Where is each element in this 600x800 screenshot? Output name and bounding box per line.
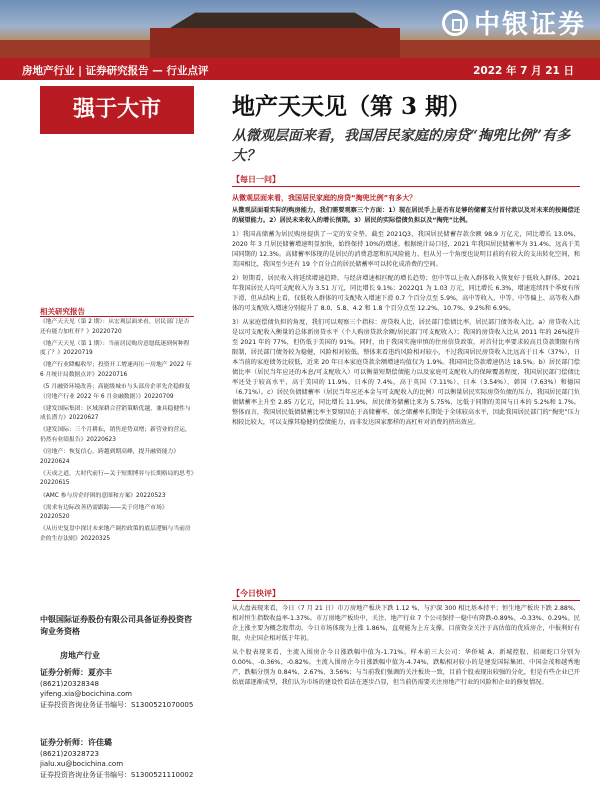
main-body	[232, 206, 580, 586]
related-reports-list	[40, 318, 194, 547]
related-report-link[interactable]: 《地产天天见（第 1 期）：当前居民购房意愿低迷到何种程度了？》20220719	[40, 340, 190, 357]
analyst-email[interactable]: jialu.xu@bocichina.com	[40, 760, 124, 768]
header-banner	[0, 0, 600, 58]
related-report-link[interactable]: 《地产天天见（第 2 期）：从宏观层面来看，居民部门是否还有能力加杠杆？》20220720	[40, 319, 190, 335]
paragraph: 从大盘表现来看，今日（7 月 21 日）市万房地产板块下跌 1.12 %，与沪深 300 相比基本持平；恒生地产板块下跌 2.88%，相对恒生指数收益率-1.37%。市万房地产板块中，关注、地产行业 7 个公司保持一稳中有降跌-0.89%、-0.33%、0.29%。民企上涨主要为概念股带动。今日市场体现为上涨 1.86%，直观能为上方支撑，目前资金关注于高估值的优质房企，中报利好有限，央企国企相对低于年初。	[232, 605, 580, 642]
paragraph: 3）从家庭偿债负担的角度，我们可以观察三个指标：房贷收入比，居民部门偿债比率，居民部门债务收入比。a）房贷收入比是以可支配收入衡量的总体新房贷水平（个人购房贷款余额/居民部门可支配收入）；我国的房贷收入比从 2011 年的 26%提升至 2021 年的 77%，但仍低于美国的 91%。同时，由于我国实施审慎的住房信贷政策，对首付比率要求较高且贷款期限有所限制，居民部门债务较为稳健，风险相对较低。整体来看违约风险相对较小，不过我国居民房贷收入比远高于日本（37%），日本当前的家庭债务比较低，近来 20 年日本家庭贷款余额增速均值仅为 1.9%。我国同比贷款增速仍达 18.5%。b）居民部门偿债比率（居民当年应还的本息/可支配收入）可以衡量短期偿债能力以及家庭可支配收入的保障覆盖程度，我国居民部门偿债比率还处于较高水平，高于美国的 11.9%、日本的 7.4%，高于英国（7.11%）、日本（3.54%）、韩国（7.63%）和德国（6.71%）。c）居民负债储蓄率（居民当年应还本金与可支配收入的比例）可以衡量居民实际房贷负债的压力，我国居民部门负债储蓄率上升至 2.85 万亿元，同比增长 11.9%，居民债务储蓄比来为 5.75%，远低于同期的美国与日本的 5.2%和 1.7%。整体而言，我国居民低债储蓄比率主要原因在于高储蓄率，加之储蓄率长期处于全球较高水平，因此我国居民部门的“掏兜”压力相较比较大，可以支撑其稳健的偿债能力，而非发达国家那样的高杠杆对消费的挤出效应。	[232, 319, 580, 426]
related-report-link[interactable]: 《AMC 参与房企纾困的意图和方案》20220523	[40, 492, 166, 499]
analyst-name: 证券分析师：夏亦丰	[40, 668, 112, 677]
section-tag-question: 【每日一问】	[232, 175, 280, 184]
related-report-link[interactable]: 《从历史复盘中探讨未来地产调控政策的底层逻辑与当前房企的生存法则》20220325	[40, 526, 191, 542]
question-line: 从微观层面来看，我国居民家庭的房贷“掏兜比例”有多大？	[232, 194, 417, 202]
related-divider	[40, 316, 194, 317]
industry-label: 房地产行业	[60, 651, 100, 660]
banner-gate	[150, 28, 400, 58]
brand-logo	[442, 4, 586, 41]
analyst-phone: (8621)20328723	[40, 749, 99, 758]
related-report-link[interactable]: 《需求有边际改善仍需跟踪——关于房地产市场》20220520	[40, 504, 168, 521]
section-divider	[232, 600, 580, 601]
analyst-cert: 证券投资咨询业务证书编号：S1300521070005	[40, 700, 194, 709]
page-subtitle: 从微观层面来看，我国居民家庭的房贷“掏兜比例”有多大？	[232, 128, 571, 164]
paragraph: 从微观层面看实际的购房能力，我们需要观察三个方面：1）现在居民手上是否有足够的储蓄支付首付款以及对未来的按揭偿还的展望能力。2）居民未来收入的增长预期。3）居民的实际偿债负担以及“掏兜”比例。	[232, 207, 580, 224]
section-divider	[232, 186, 580, 187]
analyst-cert: 证券投资咨询业务证书编号：S1300521110002	[40, 770, 194, 779]
analyst-name: 证券分析师：许佳璐	[40, 738, 112, 747]
related-report-link[interactable]: 《房地产：恢复信心，跨越到期高峰，提升融资能力》20220624	[40, 449, 180, 465]
banner-roof	[170, 6, 380, 28]
paragraph: 2）短期看，居民收入将延续增速趋降，与经济增速相匹配的增长趋势；但中等以上收入群体收入恢复好于低收入群体。2021 年我国居民人均可支配收入为 3.51 万元，同比增长 9.1%；2022Q1 为 1.03 万元，同比增长 6.3%，增速连续四个季度有所下滑，但从结构上看，仅低收入群体的可支配收入增速下滑 0.7 个百分点至 5.9%，高中等收入、中等、中等偏上、高等收入群体的可支配收入增速分别提升了 8.0、5.8、4.2 和 1.8 个百分点至 12.2%、10.7%、9.2%和 6.9%。	[232, 275, 580, 312]
section-tag-review: 【今日快评】	[232, 589, 280, 598]
analyst-block	[40, 668, 200, 710]
report-info-bar	[0, 58, 600, 80]
related-report-link[interactable]: 《5 月融资环境改善；高能级城市与头部房企率先企稳修复（房地产行业 2022 年 6 月金融数据）》20220709	[40, 384, 191, 400]
page-title: 地产天天见（第 3 期）	[232, 93, 472, 120]
analyst-phone: (8621)20328348	[40, 679, 99, 688]
brand-name: 中银证券	[473, 10, 586, 40]
analyst-block	[40, 738, 200, 780]
analyst-email[interactable]: yifeng.xia@bocichina.com	[40, 690, 132, 698]
related-report-link[interactable]: 《地产行业降幅收窄；投资开工增速再压一房地产 2022 年 6 月统计局数据点评》20220716	[40, 362, 192, 378]
related-report-link[interactable]: 《建发国际集团：区域深耕合营销策略优越，兼具稳健性与成长潜力》20220627	[40, 405, 191, 422]
review-body	[232, 604, 580, 794]
bank-logo-icon	[442, 10, 468, 36]
report-date: 2022 年 7 月 21 日	[473, 65, 574, 77]
paragraph: 从个股表现来看，主流入围房企今日涨跌幅中值为-1.71%。样本前三大公司：华侨城 A、新城控股、招商蛇口分别为 0.00%、-0.36%、-0.82%。主流入围房企今日涨跌幅中值为-4.74%，跌幅相对较小的是建发国际集团、中国金茂和越秀地产，跌幅分别为 0.84%、2.67%、3.56%；与当前我们强调的关注板块一致，目前个股表现出较强的分化，但是有些企业已开始底部逐渐成型，我们认为市场的建设性看法在逐步凸显，但当前仍需要关注房地产行业的风险和企业的修复情况。	[232, 649, 580, 686]
company-qualification: 中银国际证券股份有限公司具备证券投资咨询业务资格	[40, 615, 192, 636]
related-report-link[interactable]: 《天成之道，大时代前行—关于短期博弈与长期格局的思考》20220615	[40, 470, 194, 487]
related-report-link[interactable]: 《建发国际：三个月耕耘，销售逆势双增；新营业的营运，仍然有业绩报告》20220623	[40, 427, 191, 444]
report-category: 房地产行业 | 证券研究报告 — 行业点评	[22, 65, 209, 77]
related-header: 相关研究报告	[40, 307, 85, 316]
paragraph: 1）我国高储蓄为居民购房提供了一定的安全垫。截至 2021Q3，我国居民储蓄存款余额 98.9 万亿元，同比增长 13.0%，2020 年 3 月居民储蓄增速明显加快，始终保持 10%的增速。根据统计局口径，2021 年我国居民储蓄率为 31.4%，远高于美国同期的 12.3%。高储蓄率体现的是居民的消费意愿和抗风险能力，但从另一个角度也说明目前的有较大的支出转化空间，和美国相比，我国至少还有 19 个百分点的居民储蓄率可以转化成消费的空间。	[232, 231, 580, 268]
rating-box: 强于大市	[40, 86, 194, 134]
